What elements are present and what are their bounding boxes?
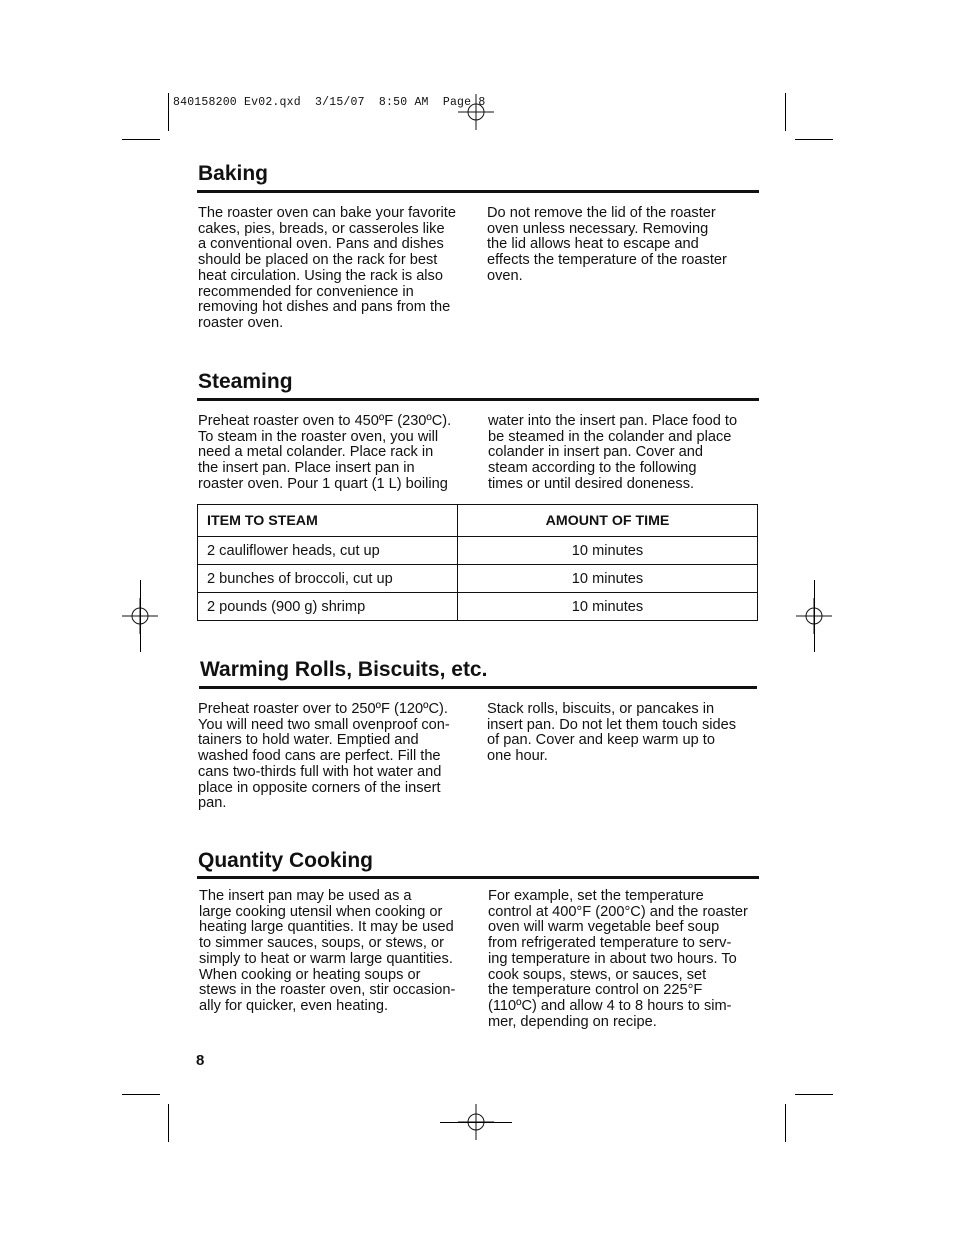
section-rule-steaming	[197, 398, 759, 401]
table-cell-time: 10 minutes	[571, 598, 644, 615]
crop-mark-bottom-right-horizontal	[795, 1094, 833, 1095]
crop-mark-top-right-vertical	[785, 93, 786, 131]
steaming-text-left: Preheat roaster oven to 450ºF (230ºC). To steam in the roaster oven, you will need a metal colander. Place rack in the insert pan. Place insert pan in roaster oven. Pour 1 quart (1 L) boiling	[198, 413, 452, 492]
print-slug-line: 840158200 Ev02.qxd 3/15/07 8:50 AM Page 8	[173, 96, 486, 109]
crop-mark-top-left-horizontal	[122, 139, 160, 140]
section-rule-warming	[199, 686, 757, 689]
baking-text-left: The roaster oven can bake your favorite cakes, pies, breads, or casseroles like a conventional oven. Pans and dishes should be placed on the rack for best heat circulation. Using the rack is also recommended for convenience in removing hot dishes and pans from the roaster oven.	[198, 205, 456, 331]
table-header-time: AMOUNT OF TIME	[545, 512, 670, 529]
table-row	[198, 536, 757, 564]
crop-mark-bottom-left-horizontal	[122, 1094, 160, 1095]
steaming-text-right: water into the insert pan. Place food to be steamed in the colander and place colander in insert pan. Cover and steam according to the following times or until desired doneness.	[488, 413, 738, 492]
registration-line-right	[814, 580, 815, 652]
table-cell-time: 10 minutes	[571, 570, 644, 587]
table-cell-time: 10 minutes	[571, 542, 644, 559]
section-rule-baking	[197, 190, 759, 193]
warming-text-left: Preheat roaster over to 250ºF (120ºC). You will need two small ovenproof con- tainers to hold water. Emptied and washed food cans are perfect. Fill the cans two-thirds full with hot water and place in opposite corners of the insert pan.	[198, 701, 450, 812]
steaming-table	[197, 504, 758, 621]
section-title-steaming: Steaming	[198, 370, 293, 393]
section-title-baking: Baking	[198, 162, 269, 185]
baking-text-right: Do not remove the lid of the roaster oven unless necessary. Removing the lid allows heat to escape and effects the temperature of the roaster oven.	[487, 205, 727, 284]
quantity-text-right: For example, set the temperature control at 400°F (200°C) and the roaster oven will warm vegetable beef soup from refrigerated temperature to serv- ing temperature in about two hours. To cook soups, stews, or sauces, set the temperature control on 225°F (110ºC) and allow 4 to 8 hours to sim- mer, depending on recipe.	[488, 888, 748, 1030]
table-header-row	[198, 505, 757, 536]
section-title-warming: Warming Rolls, Biscuits, etc.	[200, 658, 488, 681]
table-cell-item: 2 bunches of broccoli, cut up	[198, 565, 458, 592]
page-number: 8	[196, 1052, 205, 1069]
registration-line-bottom	[440, 1122, 512, 1123]
crop-mark-top-left-vertical	[168, 93, 169, 131]
table-row	[198, 564, 757, 592]
warming-text-right: Stack rolls, biscuits, or pancakes in insert pan. Do not let them touch sides of pan. Cover and keep warm up to one hour.	[487, 701, 737, 765]
registration-mark-top-icon	[458, 94, 494, 130]
section-rule-quantity-cooking	[197, 876, 759, 879]
registration-line-left	[140, 580, 141, 652]
table-cell-item: 2 pounds (900 g) shrimp	[198, 593, 458, 620]
crop-mark-bottom-right-vertical	[785, 1104, 786, 1142]
quantity-text-left: The insert pan may be used as a large cooking utensil when cooking or heating large quantities. It may be used to simmer sauces, soups, or stews, or simply to heat or warm large quantities. When cooking or heating soups or stews in the roaster oven, stir occasion- ally for quicker, even heating.	[199, 888, 456, 1014]
table-cell-item: 2 cauliflower heads, cut up	[198, 537, 458, 564]
table-row	[198, 592, 757, 620]
table-header-item: ITEM TO STEAM	[198, 505, 458, 536]
crop-mark-bottom-left-vertical	[168, 1104, 169, 1142]
crop-mark-top-right-horizontal	[795, 139, 833, 140]
section-title-quantity-cooking: Quantity Cooking	[198, 849, 373, 872]
